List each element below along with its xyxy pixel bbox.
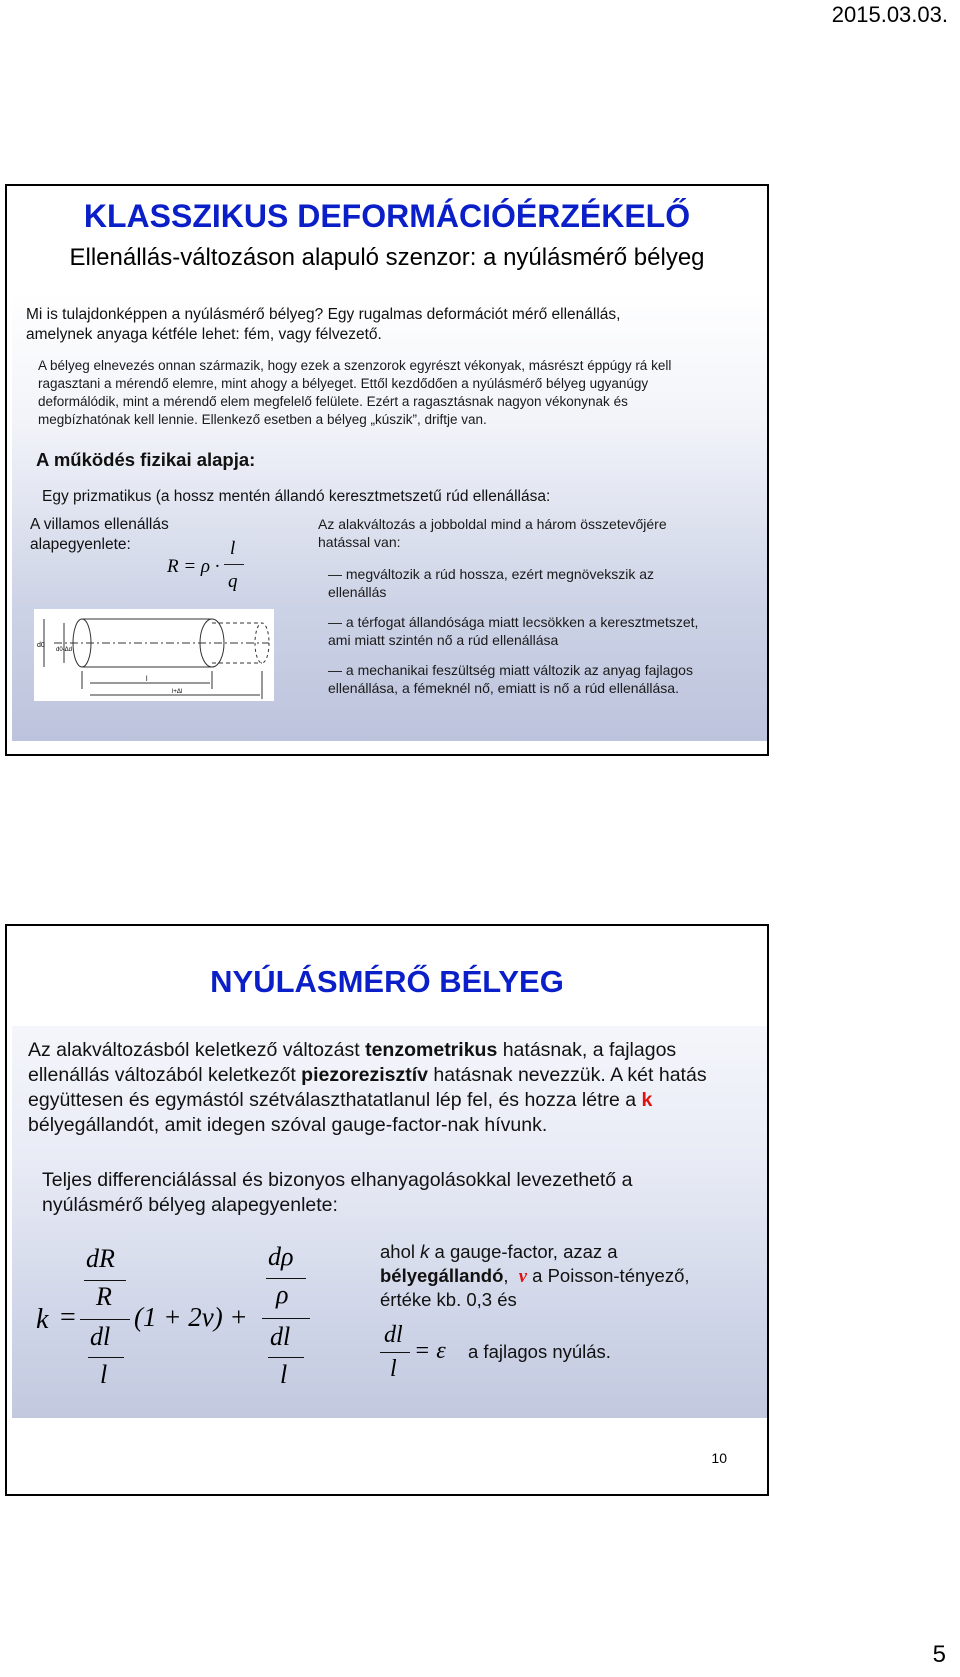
formula-main-bar-1	[80, 1319, 130, 1320]
fraction-bar	[224, 564, 244, 565]
header-date: 2015.03.03.	[831, 2, 948, 27]
intro-line-1: Mi is tulajdonképpen a nyúlásmérő bélyeg? Egy rugalmas deformációt mérő ellenállás,	[26, 306, 621, 323]
formula-bar-1	[84, 1280, 126, 1281]
body-line-1-post: hatásnak, a fajlagos	[497, 1039, 677, 1061]
physics-heading: A működés fizikai alapja:	[36, 449, 256, 470]
slide-1	[5, 184, 769, 756]
slide-number: 10	[711, 1450, 727, 1466]
lead-line-1: Teljes differenciálással és bizonyos elhanyagolásokkal levezethető a	[42, 1169, 633, 1191]
slide-1-title: KLASSZIKUS DEFORMÁCIÓÉRZÉKELŐ	[83, 198, 691, 234]
page-number: 5	[932, 1641, 946, 1668]
slide-2-title: NYÚLÁSMÉRŐ BÉLYEG	[210, 964, 564, 999]
formula-R: R	[96, 1282, 112, 1311]
explain-line-2: bélyegállandó, ν a Poisson-tényező,	[380, 1265, 690, 1287]
formula-rho: ρ	[276, 1280, 289, 1309]
resistance-formula-num: l	[230, 538, 236, 559]
label-l: l	[146, 676, 148, 683]
formula-l: l	[100, 1360, 108, 1389]
left-text-2: alapegyenlete:	[30, 536, 131, 553]
gauge-factor-formula	[12, 1236, 352, 1406]
slide-2	[5, 924, 769, 1496]
bullet-1-line-2: ellenállás	[328, 584, 387, 600]
rod-diagram	[34, 609, 274, 701]
lead-line-2: nyúlásmérő bélyeg alapegyenlete:	[42, 1194, 338, 1216]
para-line-4: megbízhatónak kell lennie. Ellenkező esetben a bélyeg „kúszik”, driftje van.	[38, 412, 487, 427]
k-symbol: k	[641, 1089, 653, 1111]
explain-line-2-post: a Poisson-tényező,	[527, 1265, 690, 1286]
prism-line: Egy prizmatikus (a hossz mentén állandó keresztmetszetű rúd ellenállása:	[42, 488, 551, 505]
bullet-1-line-1: — megváltozik a rúd hossza, ezért megnövekszik az	[328, 566, 655, 582]
formula-bar-2	[88, 1357, 124, 1358]
nu-symbol: ν	[518, 1267, 528, 1287]
bullet-2-line-1: — a térfogat állandósága miatt lecsökken a keresztmetszet,	[328, 614, 699, 630]
formula-middle: (1 + 2ν) +	[134, 1302, 248, 1332]
formula-dR: dR	[86, 1244, 115, 1273]
right-intro-2: hatással van:	[318, 534, 401, 550]
body-line-3-pre: együttesen és egymástól szétválaszthatatlanul lép fel, és hozza létre a	[28, 1089, 642, 1111]
bullet-2-line-2: ami miatt szintén nő a rúd ellenállása	[328, 632, 559, 648]
slide-1-subtitle: Ellenállás-változáson alapuló szenzor: a nyúlásmérő bélyeg	[69, 244, 705, 271]
body-line-2	[28, 1063, 707, 1088]
explain-line-3: értéke kb. 0,3 és	[380, 1289, 517, 1310]
label-d0dd: d0-Δd	[56, 647, 73, 653]
term-tenzometrikus: tenzometrikus	[365, 1039, 498, 1061]
explain-k: k	[420, 1241, 430, 1262]
eps-den: l	[390, 1356, 397, 1382]
bullet-3-line-2: ellenállása, a fémeknél nő, emiatt is nő a rúd ellenállása.	[328, 680, 679, 696]
formula-drho: dρ	[268, 1242, 294, 1271]
resistance-formula-den: q	[228, 571, 238, 592]
explain-line-1-post: a gauge-factor, azaz a	[429, 1241, 618, 1262]
left-text-1: A villamos ellenállás	[30, 516, 169, 533]
body-line-3	[28, 1088, 652, 1113]
slide-1-content-panel	[12, 291, 768, 741]
body-line-1-pre: Az alakváltozásból keletkező változást	[28, 1039, 366, 1061]
body-line-2-post: hatásnak nevezzük. A két hatás	[427, 1064, 707, 1086]
formula-dl-2: dl	[270, 1322, 291, 1351]
formula-dl: dl	[90, 1322, 111, 1351]
slide-2-content-panel	[12, 1026, 768, 1418]
label-ldl: l+Δl	[172, 689, 183, 695]
formula-main-bar-2	[262, 1318, 310, 1319]
rod-diagram-svg	[34, 609, 274, 701]
explain-line-1	[380, 1240, 618, 1265]
explain-line-1-pre: ahol	[380, 1241, 421, 1262]
term-piezorezisztiv: piezorezisztív	[301, 1064, 428, 1086]
body-line-2-pre: ellenállás változából keletkezőt	[28, 1064, 302, 1086]
para-line-2: ragasztani a mérendő elemre, mint ahogy a bélyeget. Ettől kezdődően a nyúlásmérő bélyeg ugyanúgy	[38, 376, 649, 391]
eps-num: dl	[384, 1322, 403, 1348]
resistance-formula-lhs: R = ρ ·	[167, 556, 220, 577]
intro-line-2: amelynek anyaga kétféle lehet: fém, vagy félvezető.	[26, 326, 382, 343]
body-line-1	[28, 1038, 676, 1063]
eps-equation: = ε	[414, 1338, 446, 1364]
formula-k: k	[36, 1304, 49, 1335]
explain-belyegallando: bélyegállandó	[380, 1265, 504, 1286]
formula-l-2: l	[280, 1360, 288, 1389]
eps-text: a fajlagos nyúlás.	[468, 1341, 611, 1362]
para-line-1: A bélyeg elnevezés onnan származik, hogy ezek a szenzorok egyrészt vékonyak, másrészt éppúgy rá kell	[38, 358, 672, 373]
bullet-3-line-1: — a mechanikai feszültség miatt változik az anyag fajlagos	[328, 662, 693, 678]
para-line-3: deformálódik, mint a mérendő elem megfelelő felülete. Ezért a ragasztásnak nagyon vékonynak és	[38, 394, 628, 409]
eps-bar	[380, 1352, 410, 1353]
right-intro-1: Az alakváltozás a jobboldal mind a három összetevőjére	[318, 516, 667, 532]
formula-bar-3	[266, 1278, 306, 1279]
label-d0: d0	[37, 642, 45, 649]
formula-equals: =	[60, 1302, 76, 1333]
formula-bar-4	[268, 1357, 304, 1358]
body-line-4: bélyegállandót, amit idegen szóval gauge-factor-nak hívunk.	[28, 1114, 548, 1136]
